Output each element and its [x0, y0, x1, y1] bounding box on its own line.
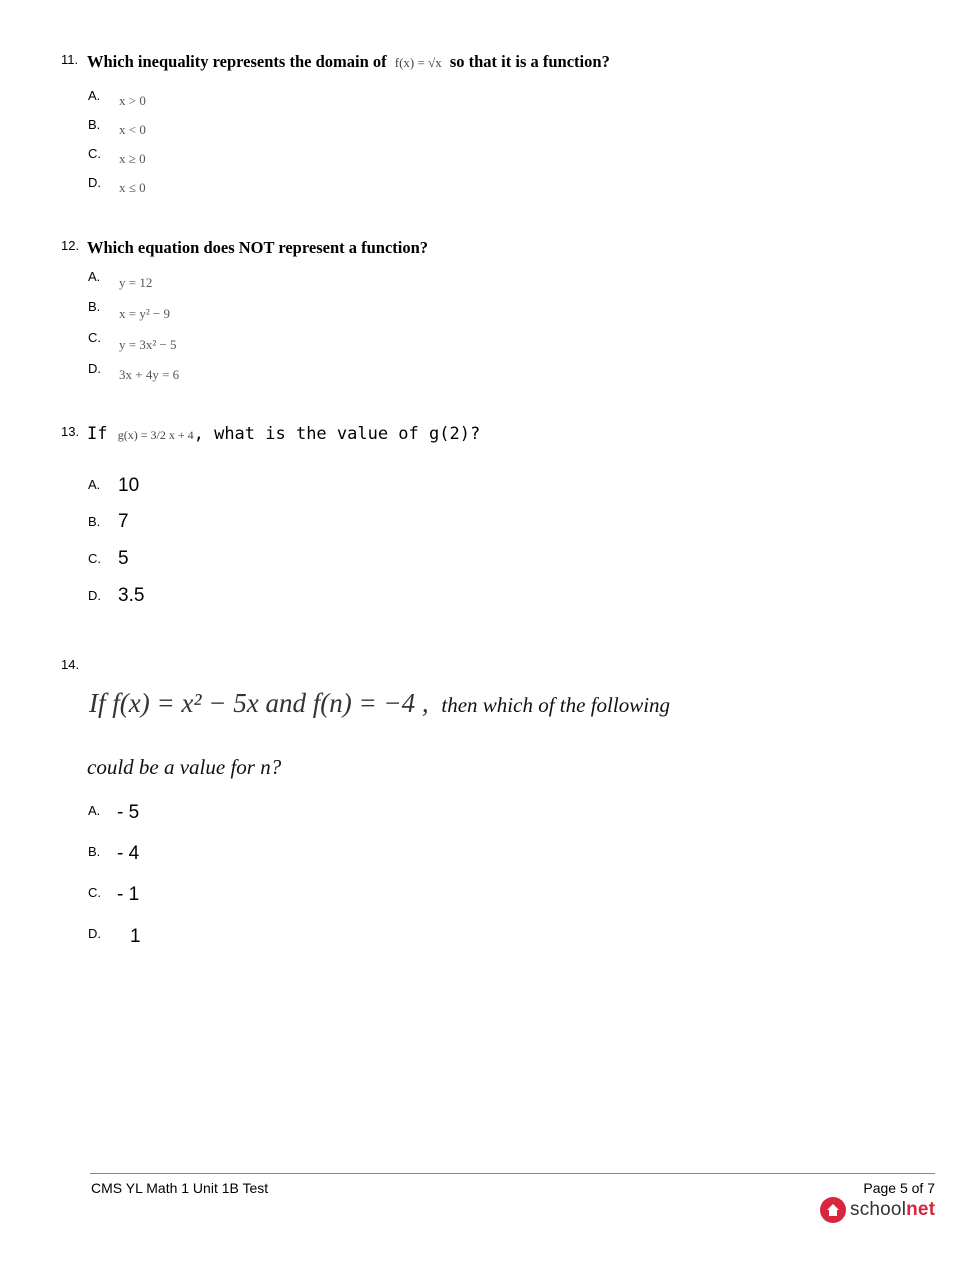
question-stem [87, 52, 610, 72]
option-letter: B. [88, 514, 101, 529]
option-letter: A. [88, 88, 101, 103]
option-c[interactable]: 5 [118, 548, 129, 569]
option-d[interactable]: 1 [130, 926, 141, 947]
option-letter: B. [88, 844, 101, 859]
option-d[interactable]: 3x + 4y = 6 [119, 367, 180, 382]
option-a[interactable]: 10 [118, 475, 140, 496]
option-letter: D. [88, 588, 101, 603]
question-number: 13. [61, 424, 80, 439]
stem-math: If f(x) = x² − 5x and f(n) = −4 , [89, 688, 429, 718]
house-icon [820, 1197, 846, 1223]
option-b[interactable]: 7 [118, 511, 129, 532]
option-b[interactable]: - 4 [117, 843, 140, 864]
option-a[interactable]: y = 12 [119, 275, 153, 290]
option-letter: C. [88, 885, 101, 900]
footer-test-name: CMS YL Math 1 Unit 1B Test [91, 1180, 269, 1196]
stem-text: could be a value for n? [87, 755, 282, 779]
logo-text-main: school [850, 1199, 907, 1220]
option-a[interactable]: x > 0 [119, 93, 146, 108]
option-b[interactable]: x < 0 [119, 122, 146, 137]
logo-wordmark [850, 1199, 935, 1221]
option-letter: D. [88, 175, 101, 190]
option-b[interactable]: x = y² − 9 [119, 306, 171, 321]
option-letter: A. [88, 477, 101, 492]
option-c[interactable]: - 1 [117, 884, 140, 905]
option-a[interactable]: - 5 [117, 802, 140, 823]
option-letter: A. [88, 803, 101, 818]
question-stem: Which equation does NOT represent a function? [87, 238, 429, 257]
footer-divider [90, 1173, 935, 1174]
stem-math: f(x) = √x [394, 55, 442, 70]
option-c[interactable]: x ≥ 0 [119, 151, 146, 166]
option-letter: C. [88, 551, 101, 566]
option-c[interactable]: y = 3x² − 5 [119, 337, 177, 352]
footer-page-number: Page 5 of 7 [863, 1180, 935, 1196]
stem-math: g(x) = 3/2 x + 4 [117, 428, 194, 442]
stem-text: Which inequality represents the domain of [87, 52, 387, 71]
stem-text: then which of the following [441, 693, 671, 717]
stem-text: If [87, 424, 108, 444]
logo-text-accent: net [906, 1199, 936, 1220]
option-letter: C. [88, 146, 101, 161]
option-letter: D. [88, 926, 101, 941]
option-letter: A. [88, 269, 101, 284]
option-letter: C. [88, 330, 101, 345]
question-stem [87, 424, 480, 444]
option-letter: B. [88, 299, 101, 314]
question-number: 14. [61, 657, 80, 672]
question-stem [89, 688, 670, 719]
question-number: 11. [61, 52, 79, 67]
option-letter: D. [88, 361, 101, 376]
question-number: 12. [61, 238, 80, 253]
option-d[interactable]: x ≤ 0 [119, 180, 146, 195]
stem-text: so that it is a function? [449, 52, 610, 71]
schoolnet-logo [820, 1197, 935, 1223]
option-letter: B. [88, 117, 101, 132]
stem-text: , what is the value of g(2)? [193, 424, 481, 444]
option-d[interactable]: 3.5 [118, 585, 145, 606]
